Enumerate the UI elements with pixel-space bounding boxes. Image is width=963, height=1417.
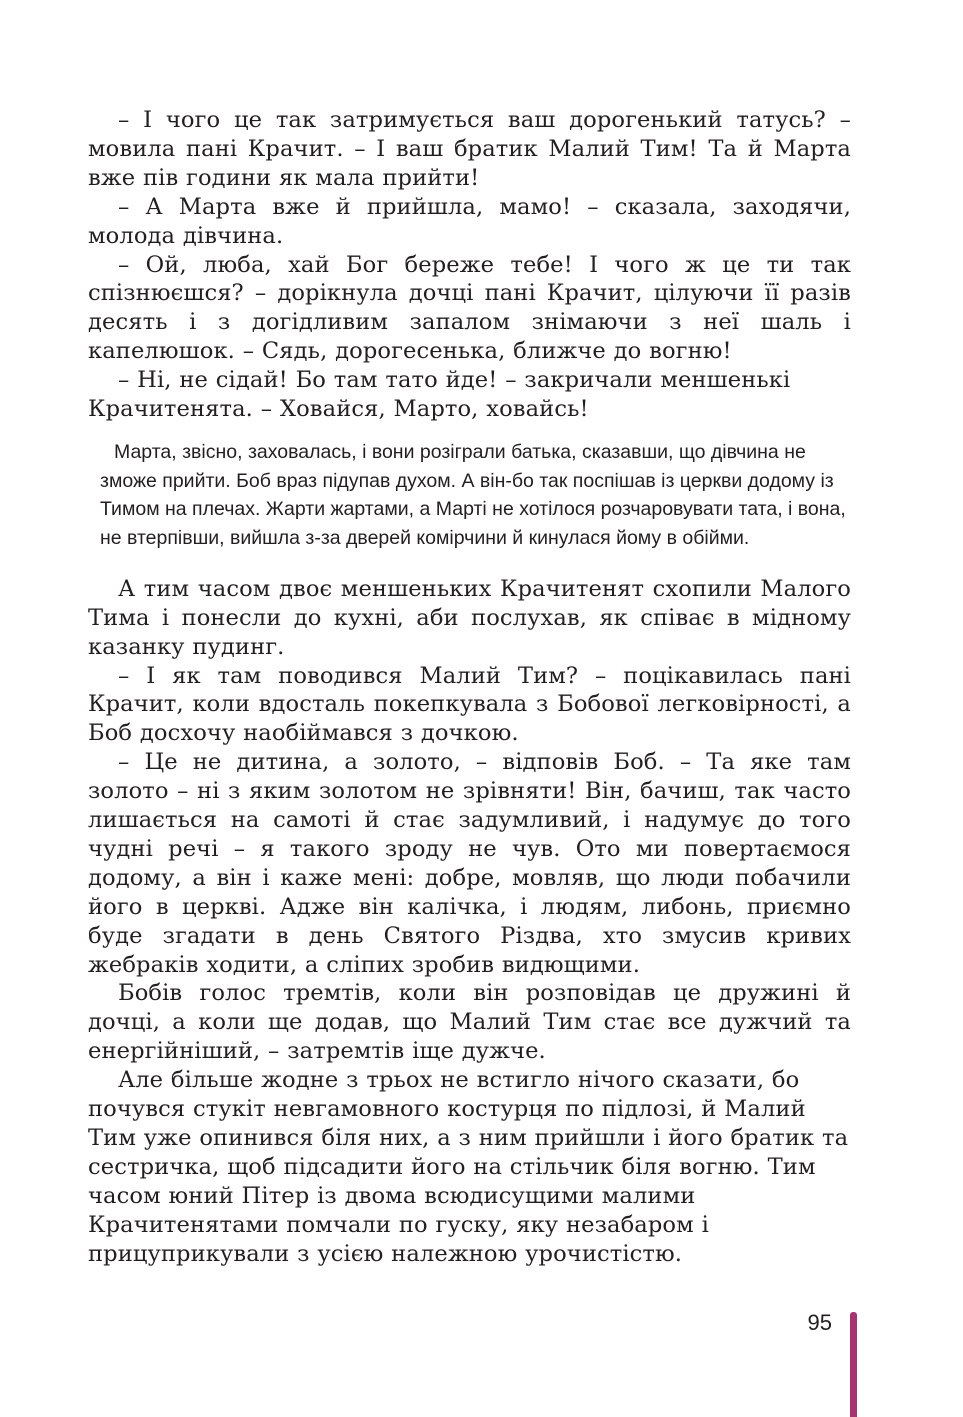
summary-block — [88, 438, 851, 553]
paragraph: – Це не дитина, а золото, – відповів Боб. – Та яке там золото – ні з яким золотом не зрівняти! Він, бачиш, так часто лишається на самоті й стає задумливий, і надумує до того чудні речі – я такого зроду не чув. Ото ми повертаємося додому, а він і каже мені: добре, мовляв, що люди побачили його в церкві. Адже він калічка, і людям, либонь, приємно буде згадати в день Святого Різдва, хто змусив кривих жебраків ходити, а сліпих зробив видющими. — [88, 749, 851, 978]
summary-paragraph: Марта, звісно, заховалась, і вони розіграли батька, сказавши, що дівчина не зможе прийти. Боб враз підупав духом. А він-бо так поспішав із церкви додому із Тимом на плечах. Жарти жартами, а Марті не хотілося розчаровувати тата, і вона, не втерпівши, вийшла з-за дверей комірчини й кинулася йому в обійми. — [100, 440, 846, 550]
paragraph: – І як там поводився Малий Тим? – поцікавилась пані Крачит, коли вдосталь покепкувала з Бобової легковірності, а Боб досхочу наобіймався з дочкою. — [88, 662, 851, 747]
paragraph: – А Марта вже й прийшла, мамо! – сказала, заходячи, молода дівчина. — [88, 193, 851, 249]
page-edge-accent-bar — [850, 1312, 857, 1417]
paragraph: Але більше жодне з трьох не встигло нічого сказати, бо почувся стукіт невгамовного костурця по підлозі, й Малий Тим уже опинився біля них, а з ним прийшли і його братик та сестричка, щоб підсадити його на стільчик біля вогню. Тим часом юний Пітер із двома всюдисущими малими Крачитенятами помчали по гуску, яку незабаром і прицуприкували з усією належною урочистістю. — [88, 1067, 849, 1267]
dialogue-block-bottom — [88, 575, 851, 1269]
page-number: 95 — [807, 1310, 832, 1335]
paragraph: – Ой, люба, хай Бог береже тебе! І чого ж це ти так спізнюєшся? – дорікнула дочці пані Крачит, цілуючи її разів десять і з догідливим запалом знімаючи з неї шаль і капелюшок. – Сядь, дорогесенька, ближче до вогню! — [88, 251, 851, 365]
paragraph: – І чого це так затримується ваш дорогенький татусь? – мовила пані Крачит. – І ваш братик Малий Тим! Та й Марта вже пів години як мала прийти! — [88, 107, 851, 191]
dialogue-block-top — [88, 106, 851, 424]
paragraph: – Ні, не сідай! Бо там тато йде! – закричали меншенькі Крачитенята. – Ховайся, Марто, ховайсь! — [88, 367, 791, 423]
paragraph: Бобів голос тремтів, коли він розповідав це дружині й дочці, а коли ще додав, що Малий Тим стає все дужчий та енергійніший, – затремтів іще дужче. — [88, 980, 851, 1065]
paragraph: А тим часом двоє меншеньких Крачитенят схопили Малого Тима і понесли до кухні, аби послухав, як співає в мідному казанку пудинг. — [88, 575, 851, 660]
page-body — [88, 106, 851, 1269]
